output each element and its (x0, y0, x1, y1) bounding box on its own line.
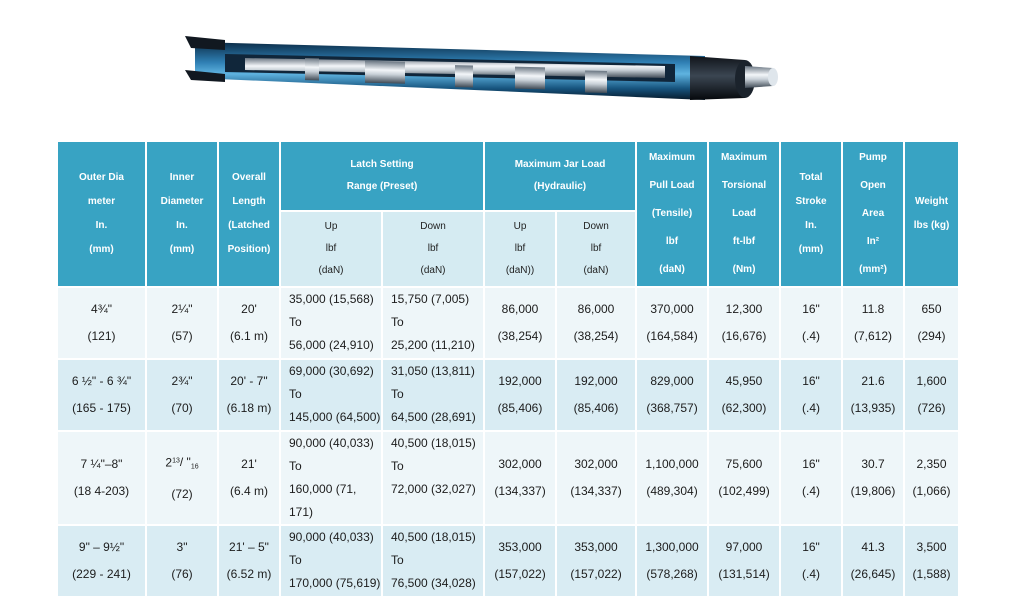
cell-overall-length: 20' - 7" (6.18 m) (218, 359, 280, 431)
header-outer-dia: Outer Dia meter In. (mm) (57, 141, 146, 287)
cell-pump-open-area: 11.8 (7,612) (842, 287, 904, 359)
cell-jar-down: 86,000 (38,254) (556, 287, 636, 359)
cell-latch-up: 90,000 (40,033) To 160,000 (71, 171) (280, 431, 382, 525)
cell-inner-dia: 2¼" (57) (146, 287, 218, 359)
cell-jar-down: 353,000 (157,022) (556, 525, 636, 597)
header-latch-up: Up lbf (daN) (280, 211, 382, 287)
header-jar-down: Down lbf (daN) (556, 211, 636, 287)
cell-pump-open-area: 30.7 (19,806) (842, 431, 904, 525)
cell-weight: 650 (294) (904, 287, 959, 359)
cell-latch-down: 31,050 (13,811) To 64,500 (28,691) (382, 359, 484, 431)
drilling-jar-tool-image (185, 20, 785, 116)
header-maximum-torsional-load: Maximum Torsional Load ft-lbf (Nm) (708, 141, 780, 287)
cell-torsional-load: 75,600 (102,499) (708, 431, 780, 525)
cell-jar-up: 353,000 (157,022) (484, 525, 556, 597)
cell-pull-load: 1,300,000 (578,268) (636, 525, 708, 597)
header-inner-diameter: Inner Diameter In. (mm) (146, 141, 218, 287)
cell-pull-load: 1,100,000 (489,304) (636, 431, 708, 525)
cell-jar-down: 302,000 (134,337) (556, 431, 636, 525)
header-jar-up: Up lbf (daN)) (484, 211, 556, 287)
cell-overall-length: 21' (6.4 m) (218, 431, 280, 525)
cell-weight: 1,600 (726) (904, 359, 959, 431)
cell-torsional-load: 97,000 (131,514) (708, 525, 780, 597)
cell-latch-up: 35,000 (15,568) To 56,000 (24,910) (280, 287, 382, 359)
table-row (57, 359, 959, 431)
cell-inner-dia: $2^{13}/$ "$_{16}$ (72) (146, 431, 218, 525)
cell-pull-load: 370,000 (164,584) (636, 287, 708, 359)
cell-total-stroke: 16" (.4) (780, 287, 842, 359)
table-row (57, 431, 959, 525)
header-pump-open-area: Pump Open Area In² (mm²) (842, 141, 904, 287)
cell-total-stroke: 16" (.4) (780, 359, 842, 431)
table-row (57, 525, 959, 597)
cell-latch-down: 15,750 (7,005) To 25,200 (11,210) (382, 287, 484, 359)
cell-pump-open-area: 21.6 (13,935) (842, 359, 904, 431)
specification-table (56, 140, 960, 598)
header-latch-down: Down lbf (daN) (382, 211, 484, 287)
cell-jar-up: 302,000 (134,337) (484, 431, 556, 525)
cell-jar-up: 192,000 (85,406) (484, 359, 556, 431)
header-weight: Weight lbs (kg) (904, 141, 959, 287)
cell-weight: 3,500 (1,588) (904, 525, 959, 597)
cell-torsional-load: 45,950 (62,300) (708, 359, 780, 431)
cell-latch-up: 69,000 (30,692) To 145,000 (64,500) (280, 359, 382, 431)
header-overall-length: Overall Length (Latched Position) (218, 141, 280, 287)
cell-latch-down: 40,500 (18,015) To 72,000 (32,027) (382, 431, 484, 525)
header-maximum-jar-load: Maximum Jar Load (Hydraulic) (484, 141, 636, 211)
cell-torsional-load: 12,300 (16,676) (708, 287, 780, 359)
cell-latch-down: 40,500 (18,015) To 76,500 (34,028) (382, 525, 484, 597)
cell-overall-length: 20' (6.1 m) (218, 287, 280, 359)
cell-inner-dia: 2¾" (70) (146, 359, 218, 431)
cell-jar-down: 192,000 (85,406) (556, 359, 636, 431)
cell-inner-dia: 3" (76) (146, 525, 218, 597)
cell-outer-dia: 6 ½" - 6 ¾" (165 - 175) (57, 359, 146, 431)
cell-overall-length: 21' – 5" (6.52 m) (218, 525, 280, 597)
header-total-stroke: Total Stroke In. (mm) (780, 141, 842, 287)
cell-outer-dia: 4¾" (121) (57, 287, 146, 359)
cell-total-stroke: 16" (.4) (780, 525, 842, 597)
cell-total-stroke: 16" (.4) (780, 431, 842, 525)
table-row (57, 287, 959, 359)
cell-outer-dia: 7 ¼"–8" (18 4-203) (57, 431, 146, 525)
cell-weight: 2,350 (1,066) (904, 431, 959, 525)
cell-outer-dia: 9" – 9½" (229 - 241) (57, 525, 146, 597)
header-maximum-pull-load: Maximum Pull Load (Tensile) lbf (daN) (636, 141, 708, 287)
cell-pull-load: 829,000 (368,757) (636, 359, 708, 431)
cell-pump-open-area: 41.3 (26,645) (842, 525, 904, 597)
cell-jar-up: 86,000 (38,254) (484, 287, 556, 359)
cell-latch-up: 90,000 (40,033) To 170,000 (75,619) (280, 525, 382, 597)
header-latch-setting-range: Latch Setting Range (Preset) (280, 141, 484, 211)
